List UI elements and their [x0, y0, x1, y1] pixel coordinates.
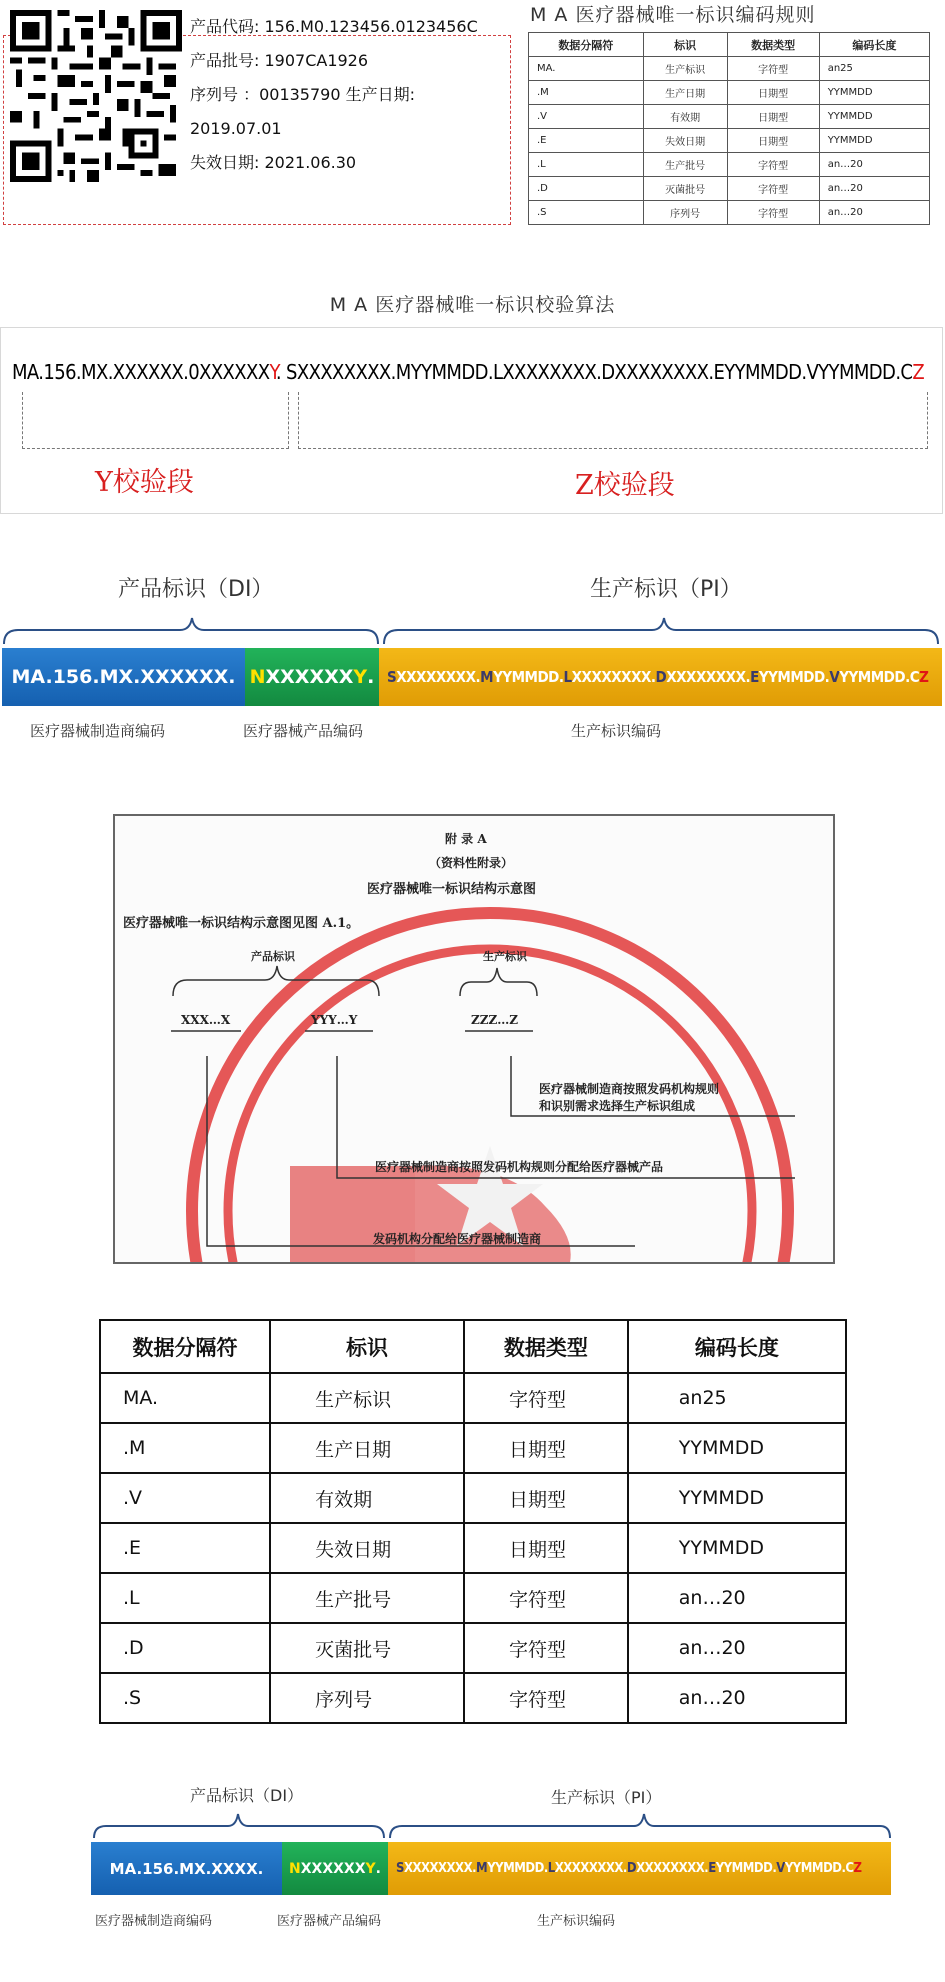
- product-code-bar-2: [282, 1842, 388, 1895]
- table-cell: .D: [100, 1623, 270, 1673]
- y-char: Y: [365, 1860, 376, 1877]
- table-cell: .L: [529, 153, 644, 177]
- table-row: [100, 1373, 846, 1423]
- table-row: [529, 153, 930, 177]
- code-part2: . SXXXXXXXX.MYYMMDD.LXXXXXXXX.DXXXXXXXX.EYYMMDD.VYYMMDD.C: [275, 360, 913, 384]
- gold-key: E: [750, 668, 759, 686]
- header-cell: 标识: [270, 1320, 464, 1373]
- table-row: [529, 129, 930, 153]
- table-cell: an…20: [819, 153, 929, 177]
- table-cell: YYMMDD: [628, 1423, 846, 1473]
- table-cell: 日期型: [727, 105, 819, 129]
- gold-value: XXXXXXXX.: [403, 1861, 477, 1876]
- table-cell: 字符型: [464, 1573, 628, 1623]
- table-row: [529, 81, 930, 105]
- small-rules-table: [528, 32, 930, 225]
- table-cell: .E: [100, 1523, 270, 1573]
- gold-check-z: Z: [919, 668, 929, 686]
- expiry-date: 失效日期: 2021.06.30: [190, 153, 357, 172]
- doc-heading: 医疗器械唯一标识结构示意图: [367, 882, 537, 897]
- table-cell: an…20: [819, 201, 929, 225]
- gold-value: XXXXXXXX.: [571, 668, 656, 686]
- table-cell: an…20: [628, 1623, 846, 1673]
- gold-value: YYMMDD.: [493, 668, 564, 686]
- table-cell: an…20: [819, 177, 929, 201]
- table-row: [100, 1423, 846, 1473]
- big-rules-table: [99, 1319, 847, 1724]
- table-row: [529, 201, 930, 225]
- manufacturer-code-bar: MA.156.MX.XXXXXX.: [2, 648, 245, 706]
- doc-diagram-lines: [115, 816, 833, 1262]
- check-y: Y: [269, 360, 276, 384]
- gold-key: S: [396, 1861, 404, 1876]
- n-mid: XXXXXX: [300, 1860, 366, 1877]
- doc-note1a: 医疗器械制造商按照发码机构规则: [539, 1082, 720, 1096]
- table-cell: .S: [100, 1673, 270, 1723]
- table-cell: YYMMDD: [628, 1523, 846, 1573]
- table-cell: 序列号: [643, 201, 727, 225]
- appendix-label: 附 录 A: [445, 832, 487, 846]
- gold-value: YYMMDD.C: [784, 1861, 854, 1876]
- label-info: [190, 10, 505, 180]
- code-part1: MA.156.MX.XXXXXX.0XXXXXX: [12, 360, 270, 384]
- header-cell: 数据类型: [727, 33, 819, 57]
- table-cell: an…20: [628, 1573, 846, 1623]
- green-end: .: [367, 666, 375, 688]
- header-cell: 编码长度: [819, 33, 929, 57]
- n-char: N: [249, 666, 266, 688]
- table-cell: 日期型: [464, 1423, 628, 1473]
- table-cell: 生产批号: [270, 1573, 464, 1623]
- table-row: [100, 1623, 846, 1673]
- gold-key: V: [776, 1861, 785, 1876]
- table-cell: 生产标识: [643, 57, 727, 81]
- doc-note1b: 和识别需求选择生产标识组成: [539, 1099, 696, 1113]
- table-cell: MA.: [529, 57, 644, 81]
- pi-label: 生产标识（PI）: [590, 577, 742, 602]
- table-cell: 失效日期: [270, 1523, 464, 1573]
- y-char: Y: [353, 666, 368, 688]
- table-cell: YYMMDD: [819, 105, 929, 129]
- table-cell: 序列号: [270, 1673, 464, 1723]
- table-cell: 失效日期: [643, 129, 727, 153]
- manufacturer-code-bar-2: MA.156.MX.XXXX.: [91, 1842, 282, 1895]
- caption-production: 生产标识编码: [571, 722, 662, 740]
- table-cell: .M: [100, 1423, 270, 1473]
- y-segment-label: Y校验段: [95, 467, 194, 498]
- product-code: 产品代码: 156.M0.123456.0123456C: [190, 17, 478, 36]
- n-mid: XXXXXX: [265, 666, 354, 688]
- table-cell: 灭菌批号: [643, 177, 727, 201]
- table-cell: .L: [100, 1573, 270, 1623]
- table-cell: 字符型: [464, 1673, 628, 1723]
- gold-value: XXXXXXXX.: [554, 1861, 627, 1876]
- table-cell: 字符型: [727, 153, 819, 177]
- header-cell: 编码长度: [628, 1320, 846, 1373]
- header-cell: 标识: [643, 33, 727, 57]
- udi-code-line: [12, 360, 924, 384]
- table-cell: YYMMDD: [628, 1473, 846, 1523]
- table-cell: 字符型: [727, 177, 819, 201]
- table-cell: 日期型: [464, 1473, 628, 1523]
- table-cell: MA.: [100, 1373, 270, 1423]
- table-cell: 字符型: [727, 201, 819, 225]
- product-code-bar: [245, 648, 379, 706]
- header-cell: 数据类型: [464, 1320, 628, 1373]
- caption-manufacturer-2: 医疗器械制造商编码: [95, 1914, 213, 1929]
- doc-production-id: 生产标识: [483, 950, 527, 963]
- table-cell: .D: [529, 177, 644, 201]
- table-cell: 灭菌批号: [270, 1623, 464, 1673]
- standard-document-figure: [113, 814, 835, 1264]
- gold-value: YYMMDD.: [715, 1861, 777, 1876]
- gold-key: M: [476, 1861, 488, 1876]
- gold-key: S: [387, 668, 397, 686]
- production-id-bar: [379, 648, 942, 706]
- table-cell: .M: [529, 81, 644, 105]
- serial-and-prod-date: 序列号 ：00135790 生产日期:: [190, 85, 416, 104]
- brace-lines-2: [0, 1806, 945, 1842]
- gold-value: XXXXXXXX.: [636, 1861, 709, 1876]
- table-row: [100, 1573, 846, 1623]
- caption-production-2: 生产标识编码: [537, 1914, 616, 1929]
- doc-note2: 医疗器械制造商按照发码机构规则分配给医疗器械产品: [375, 1160, 664, 1174]
- algorithm-title: M A 医疗器械唯一标识校验算法: [329, 294, 616, 316]
- table-row: [529, 57, 930, 81]
- check-z: Z: [912, 360, 925, 384]
- batch-number: 产品批号: 1907CA1926: [190, 51, 369, 70]
- table-cell: 生产日期: [270, 1423, 464, 1473]
- table-row: [100, 1523, 846, 1573]
- table-cell: .V: [529, 105, 644, 129]
- table-cell: an…20: [628, 1673, 846, 1723]
- di-label-2: 产品标识（DI）: [190, 1786, 304, 1805]
- pi-label-2: 生产标识（PI）: [551, 1788, 662, 1807]
- production-date: 2019.07.01: [190, 119, 282, 138]
- gold-key: L: [547, 1861, 555, 1876]
- table-row: [529, 177, 930, 201]
- gold-key: L: [563, 668, 572, 686]
- gold-key: D: [655, 668, 667, 686]
- rules-title: M A 医疗器械唯一标识编码规则: [530, 4, 816, 26]
- doc-product-id: 产品标识: [251, 950, 295, 963]
- y-segment-bracket: [22, 392, 289, 449]
- gold-value: XXXXXXXX.: [666, 668, 751, 686]
- table-cell: YYMMDD: [819, 129, 929, 153]
- table-cell: .V: [100, 1473, 270, 1523]
- table-cell: 日期型: [727, 129, 819, 153]
- gold-value: YYMMDD.: [758, 668, 830, 686]
- production-id-bar-2: [388, 1842, 891, 1895]
- table-cell: an25: [628, 1373, 846, 1423]
- table-cell: 字符型: [464, 1623, 628, 1673]
- table-cell: 日期型: [727, 81, 819, 105]
- table-cell: 生产批号: [643, 153, 727, 177]
- caption-manufacturer: 医疗器械制造商编码: [30, 722, 166, 740]
- table-cell: YYMMDD: [819, 81, 929, 105]
- table-cell: 有效期: [643, 105, 727, 129]
- caption-product-2: 医疗器械产品编码: [277, 1914, 382, 1929]
- table-cell: .S: [529, 201, 644, 225]
- table-cell: 生产日期: [643, 81, 727, 105]
- doc-zzz: ZZZ…Z: [471, 1013, 519, 1027]
- doc-xxx: XXX…X: [181, 1013, 231, 1027]
- doc-yyy: YYY…Y: [311, 1013, 358, 1027]
- table-cell: 日期型: [464, 1523, 628, 1573]
- z-segment-label: Z校验段: [575, 470, 675, 501]
- gold-key: V: [829, 668, 840, 686]
- doc-intro: 医疗器械唯一标识结构示意图见图 A.1。: [123, 916, 360, 931]
- table-cell: 字符型: [464, 1373, 628, 1423]
- z-segment-bracket: [298, 392, 928, 449]
- header-cell: 数据分隔符: [529, 33, 644, 57]
- table-row: [100, 1673, 846, 1723]
- gold-check-z: Z: [853, 1861, 862, 1876]
- table-row: [100, 1473, 846, 1523]
- header-cell: 数据分隔符: [100, 1320, 270, 1373]
- brace-lines: [0, 612, 945, 648]
- gold-value: XXXXXXXX.: [396, 668, 481, 686]
- doc-note3: 发码机构分配给医疗器械制造商: [373, 1232, 542, 1246]
- gold-key: D: [626, 1861, 637, 1876]
- caption-product: 医疗器械产品编码: [243, 722, 364, 740]
- table-cell: .E: [529, 129, 644, 153]
- table-cell: 字符型: [727, 57, 819, 81]
- gold-value: YYMMDD.C: [839, 668, 920, 686]
- gold-key: M: [480, 668, 494, 686]
- table-cell: 有效期: [270, 1473, 464, 1523]
- table-row: [529, 105, 930, 129]
- table-cell: an25: [819, 57, 929, 81]
- green-end: .: [375, 1860, 381, 1877]
- gold-value: YYMMDD.: [487, 1861, 548, 1876]
- table-cell: 生产标识: [270, 1373, 464, 1423]
- gold-key: E: [708, 1861, 716, 1876]
- qr-code-icon: [10, 10, 182, 182]
- n-char: N: [289, 1860, 301, 1877]
- di-label: 产品标识（DI）: [118, 577, 274, 602]
- informative-label: （资料性附录）: [429, 856, 514, 870]
